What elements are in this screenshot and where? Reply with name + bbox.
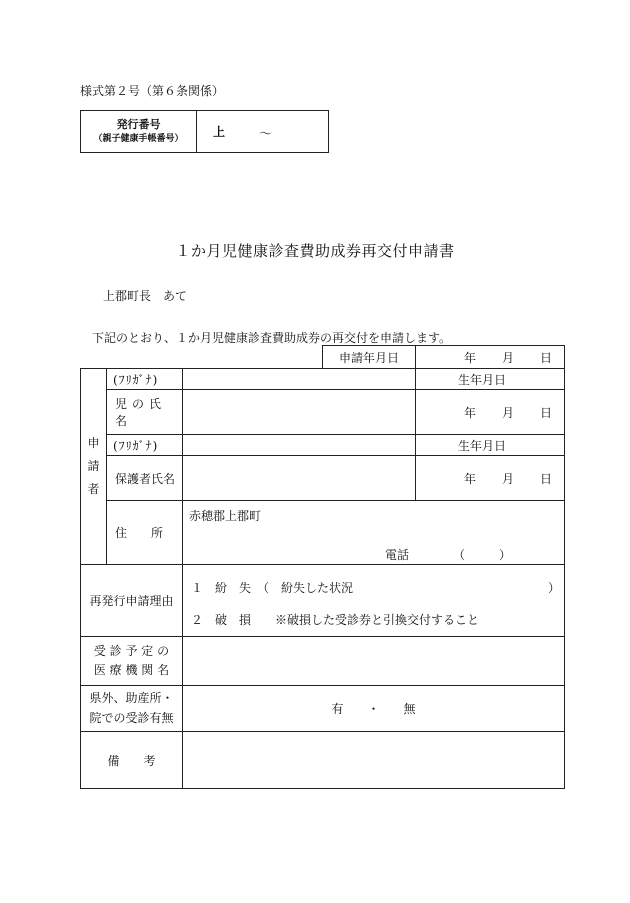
guardian-furigana-field[interactable]: [183, 435, 416, 456]
month-label: 月: [502, 471, 515, 486]
address-prefill: 赤穂郡上郡町: [189, 509, 262, 523]
outside-yes-no-option[interactable]: 有 ・ 無: [331, 702, 416, 716]
clinic-label-line2: 医 療 機 関 名: [93, 663, 170, 677]
blank-cell: [81, 346, 323, 369]
year-label: 年: [463, 350, 476, 365]
remarks-field[interactable]: [183, 732, 565, 789]
guardian-name-field[interactable]: [183, 456, 416, 501]
address-row: [81, 501, 565, 565]
day-label: 日: [540, 471, 553, 486]
day-label: 日: [540, 350, 553, 365]
issue-number-box: [80, 110, 329, 153]
year-label: 年: [463, 405, 476, 420]
outside-label-line2: 院での受診有無: [89, 710, 174, 725]
guardian-furigana-row: [81, 435, 565, 456]
application-date-row: [81, 346, 565, 369]
address-label: 住 所: [107, 501, 183, 565]
issue-number-prefix: 上: [213, 125, 226, 139]
remarks-label: 備 考: [81, 732, 183, 789]
reason-lost-option[interactable]: １ 紛 失 （ 紛失した状況: [191, 581, 354, 595]
child-furigana-field[interactable]: [183, 369, 416, 390]
guardian-name-row: [81, 456, 565, 501]
reason-damaged-option[interactable]: ２ 破 損 ※破損した受診券と引換交付すること: [191, 613, 480, 627]
child-birth-label: 生年月日: [416, 369, 565, 390]
guardian-birth-date-field[interactable]: [416, 456, 565, 501]
reason-field[interactable]: [183, 565, 565, 637]
child-furigana-row: [81, 369, 565, 390]
phone-label: 電話: [385, 548, 410, 562]
child-birth-date-field[interactable]: [416, 390, 565, 435]
page-title: １か月児健康診査費助成券再交付申請書: [175, 242, 455, 260]
issue-number-label: [81, 111, 197, 152]
month-label: 月: [502, 405, 515, 420]
applicant-label: 申 請 者: [81, 369, 107, 565]
address-field[interactable]: [183, 501, 565, 565]
application-form-table: [80, 345, 565, 789]
child-name-label: 児の氏名: [107, 390, 183, 435]
reason-label: 再発行申請理由: [81, 565, 183, 637]
issue-number-tilde: ～: [259, 127, 273, 142]
phone-paren-open: （: [453, 548, 466, 562]
outside-label: [81, 686, 183, 732]
remarks-row: [81, 732, 565, 789]
guardian-furigana-label: (ﾌﾘｶﾞﾅ): [107, 435, 183, 456]
child-furigana-label: (ﾌﾘｶﾞﾅ): [107, 369, 183, 390]
application-date-label: 申請年月日: [323, 346, 416, 369]
reason-lost-paren-close: ）: [548, 581, 561, 595]
clinic-label-line1: 受 診 予 定 の: [93, 643, 170, 658]
clinic-field[interactable]: [183, 637, 565, 686]
month-label: 月: [502, 350, 515, 365]
issue-number-label-sub: （親子健康手帳番号）: [93, 134, 184, 144]
addressee: 上郡町長 あて: [103, 289, 188, 303]
clinic-row: [81, 637, 565, 686]
guardian-birth-label: 生年月日: [416, 435, 565, 456]
guardian-name-label: 保護者氏名: [107, 456, 183, 501]
phone-paren-close: ）: [499, 548, 512, 562]
outside-row: [81, 686, 565, 732]
outside-label-line1: 県外、助産所・: [89, 691, 174, 706]
year-label: 年: [463, 471, 476, 486]
clinic-label: [81, 637, 183, 686]
issue-number-label-main: 発行番号: [116, 117, 161, 131]
child-name-field[interactable]: [183, 390, 416, 435]
application-date-field[interactable]: [416, 346, 565, 369]
form-number: 様式第２号（第６条関係）: [80, 84, 225, 98]
intro-text: 下記のとおり、１か月児健康診査費助成券の再交付を申請します。: [92, 331, 452, 345]
reason-row: [81, 565, 565, 637]
day-label: 日: [540, 405, 553, 420]
outside-field[interactable]: [183, 686, 565, 732]
child-name-row: [81, 390, 565, 435]
